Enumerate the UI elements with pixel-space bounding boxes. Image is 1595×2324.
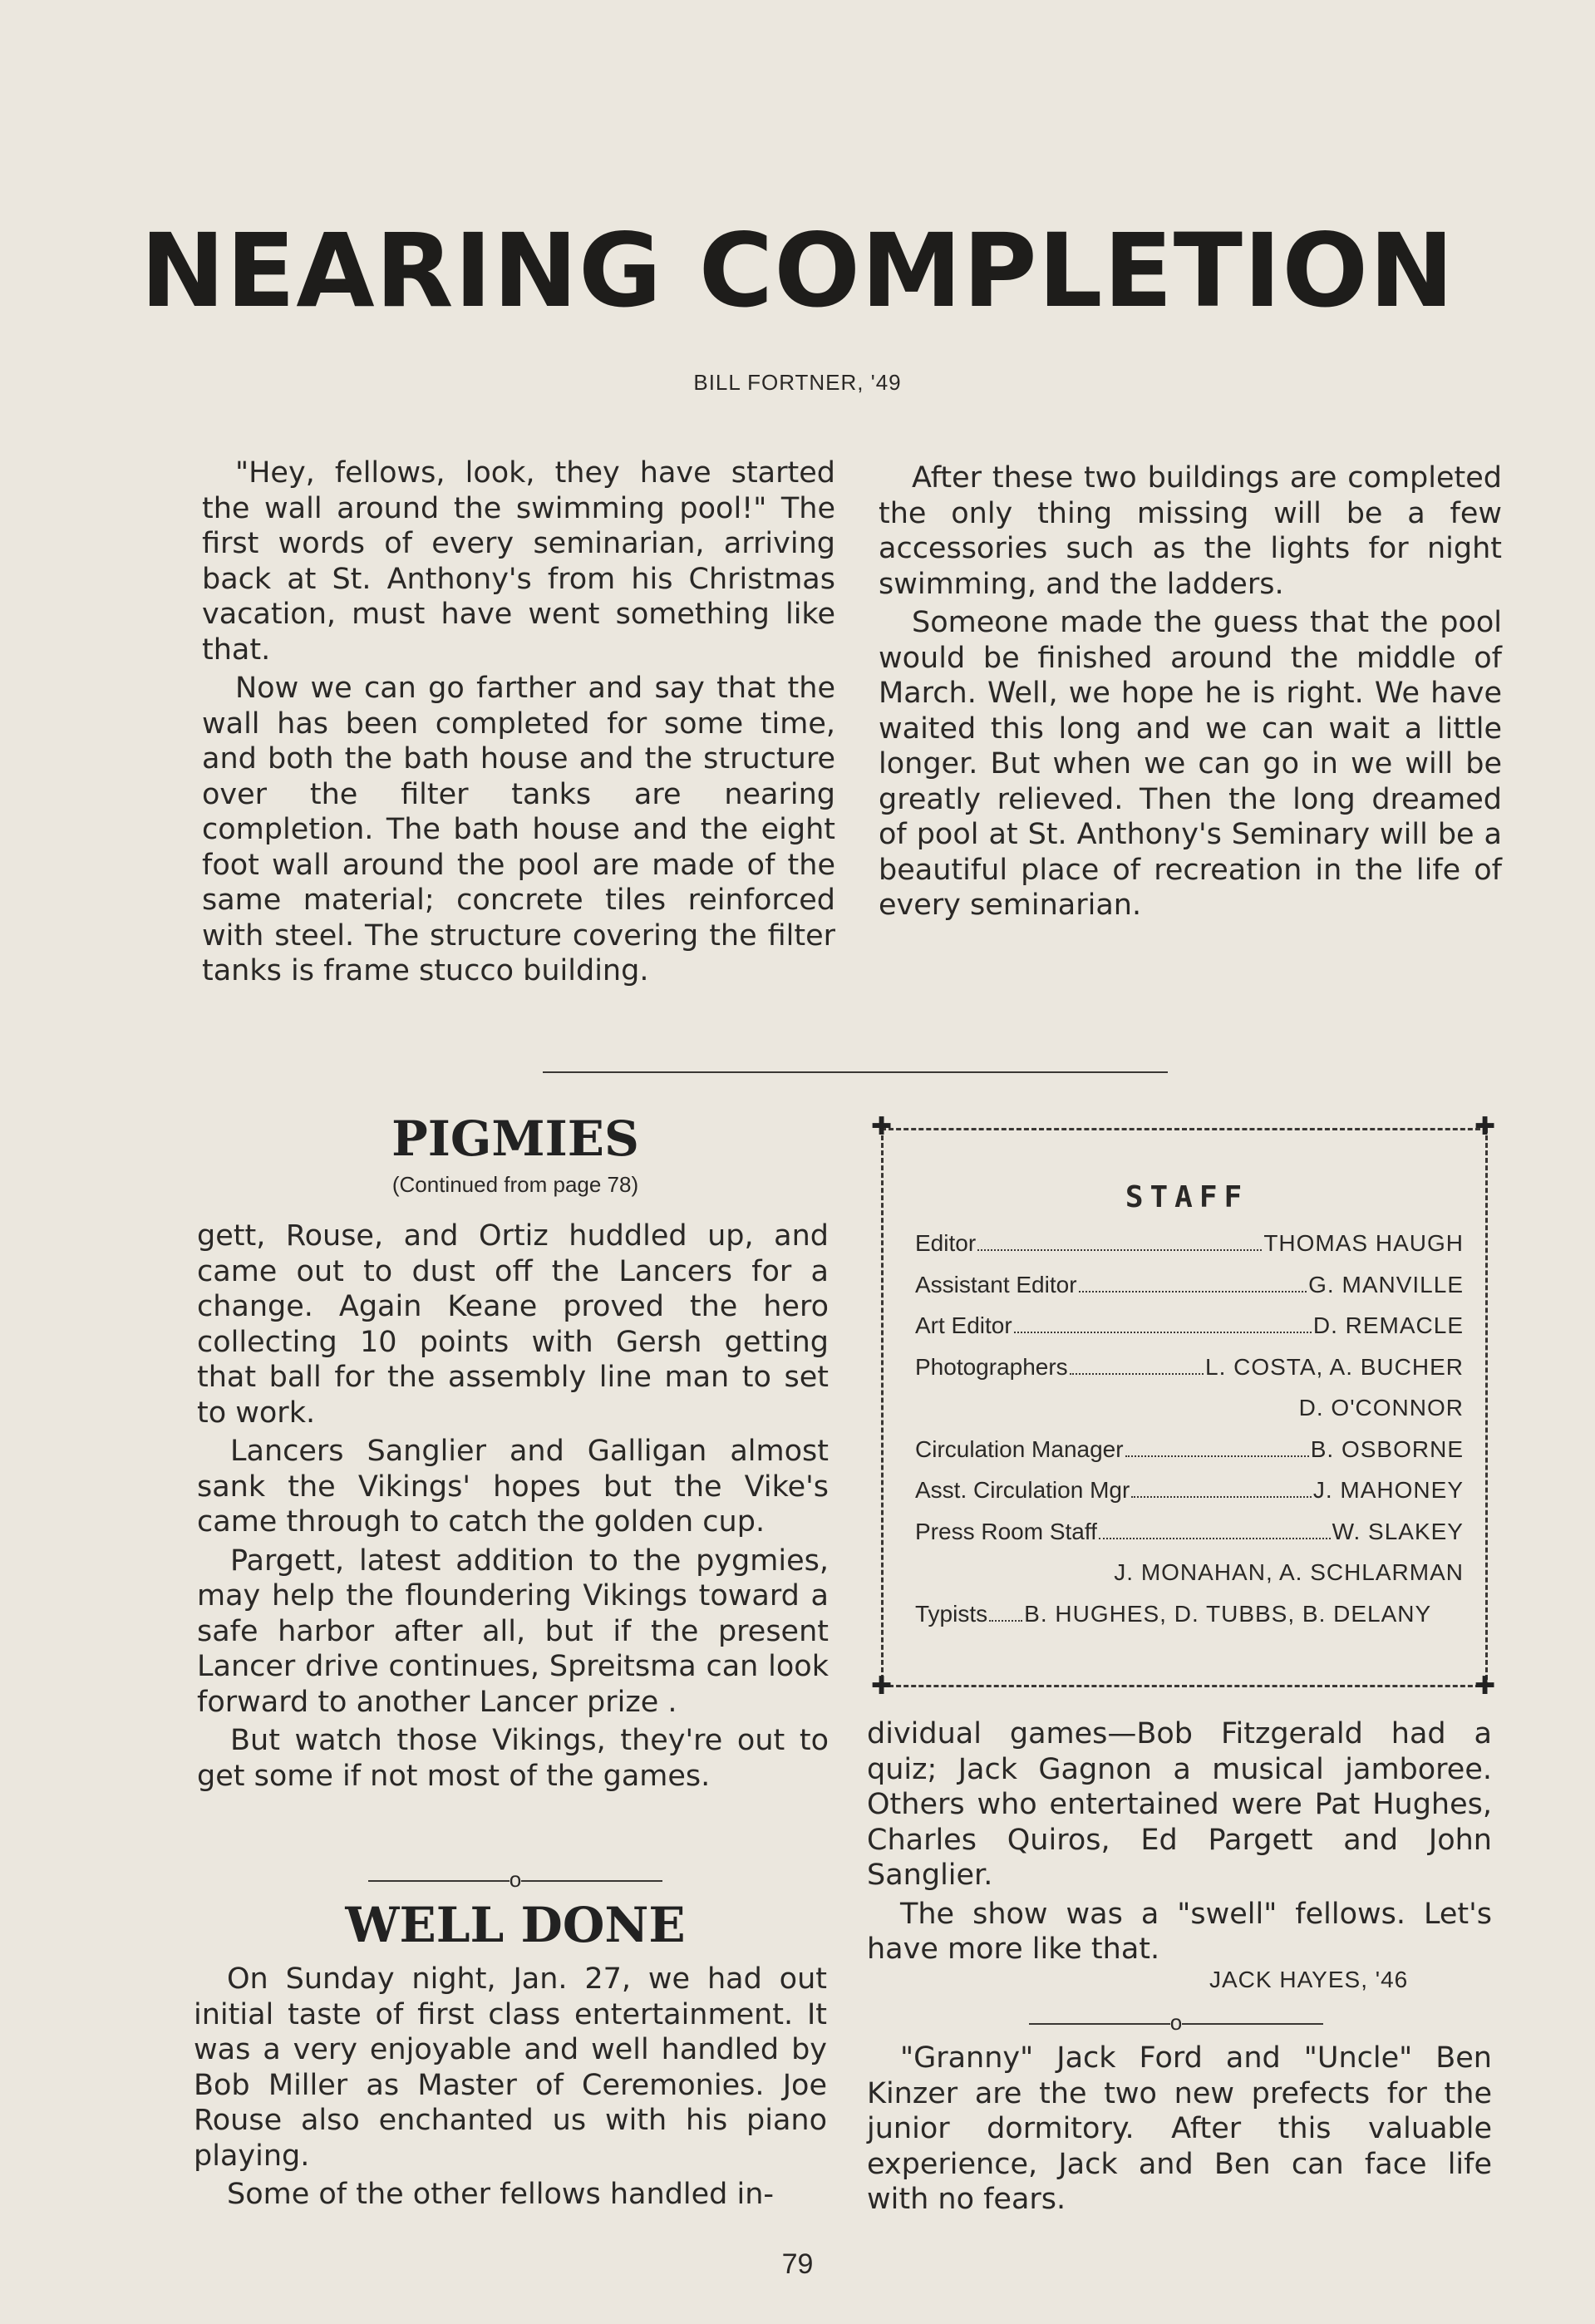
paragraph: But watch those Vikings, they're out to get some if not most of the games. bbox=[197, 1724, 829, 1793]
author-signature: JACK HAYES, '46 bbox=[1209, 1967, 1409, 1992]
paragraph: Someone made the guess that the pool would be finished around the middle of March. Well, we hope he is right. We have waited this long and we can wait a little longer. But when we can go in we will be greatly relieved. Then the long dreamed of pool at St. Anthony's Seminary will be a beautiful place of recreation in the life of every seminarian. bbox=[879, 606, 1502, 922]
paragraph: "Granny" Jack Ford and "Uncle" Ben Kinzer are the two new prefects for the junior dormitory. After this valuable experience, Jack and Ben can face life with no fears. bbox=[867, 2041, 1492, 2216]
cross-ornament-icon: ✚ bbox=[1474, 1113, 1496, 1140]
staff-list bbox=[915, 1230, 1464, 1642]
paragraph: The show was a "swell" fellows. Let's have more like that. bbox=[867, 1897, 1492, 1966]
staff-row: Circulation Manager B. OSBORNE bbox=[915, 1435, 1464, 1462]
pigmies-heading: PIGMIES bbox=[391, 1110, 639, 1167]
well-done-column bbox=[194, 1962, 827, 2213]
staff-row: D. O'CONNOR bbox=[1298, 1395, 1464, 1420]
paragraph: Lancers Sanglier and Galligan almost sank the Vikings' hopes but the Vike's came through to catch the golden cup. bbox=[197, 1435, 829, 1539]
staff-row: J. MONAHAN, A. SCHLARMAN bbox=[1114, 1559, 1464, 1585]
staff-title: STAFF bbox=[1125, 1180, 1249, 1214]
paragraph: gett, Rouse, and Ortiz huddled up, and came out to dust off the Lancers for a change. Again Keane proved the hero collecting 10 points with Gersh getting that ball for the assembly line man to set to work. bbox=[197, 1219, 829, 1430]
paragraph: On Sunday night, Jan. 27, we had out initial taste of first class entertainment. It was a very enjoyable and well handled by Bob Miller as Master of Ceremonies. Joe Rouse also enchanted us with his piano playing. bbox=[194, 1962, 827, 2173]
cross-ornament-icon: ✚ bbox=[1474, 1672, 1496, 1700]
staff-row: Photographers L. COSTA, A. BUCHER bbox=[915, 1353, 1464, 1380]
cross-ornament-icon: ✚ bbox=[871, 1113, 893, 1140]
staff-row: Editor THOMAS HAUGH bbox=[915, 1230, 1464, 1256]
pigmies-column bbox=[197, 1219, 829, 1794]
cross-ornament-icon: ✚ bbox=[871, 1672, 893, 1700]
paragraph: Some of the other fellows handled in- bbox=[227, 2178, 775, 2211]
staff-row: Art Editor D. REMACLE bbox=[915, 1312, 1464, 1338]
paragraph: Now we can go farther and say that the wall has been completed for some time, and both the bath house and the structure over the filter tanks are nearing completion. The bath house and the eight foot wall around the pool are made of the same material; concrete tiles reinforced with steel. The structure covering the filter tanks is frame stucco building. bbox=[202, 672, 835, 987]
staff-box bbox=[881, 1128, 1488, 1687]
article-left-column bbox=[202, 455, 835, 989]
staff-row: Typists B. HUGHES, D. TUBBS, B. DELANY bbox=[915, 1600, 1432, 1627]
well-done-heading: WELL DONE bbox=[345, 1897, 686, 1953]
paragraph: After these two buildings are completed the only thing missing will be a few accessories such as the lights for night swimming, and the ladders. bbox=[879, 461, 1502, 601]
staff-row: Assistant Editor G. MANVILLE bbox=[915, 1271, 1464, 1297]
page-number: 79 bbox=[781, 2248, 814, 2280]
staff-row: Asst. Circulation Mgr J. MAHONEY bbox=[915, 1477, 1464, 1503]
staff-row: Press Room Staff W. SLAKEY bbox=[915, 1518, 1464, 1544]
prefects-column bbox=[867, 2041, 1492, 2218]
article-title: NEARING COMPLETION bbox=[140, 212, 1455, 330]
paragraph: "Hey, fellows, look, they have started the wall around the swimming pool!" The first words of every seminarian, arriving back at St. Anthony's from his Christmas vacation, must have went something like that. bbox=[202, 456, 835, 667]
paragraph: dividual games—Bob Fitzgerald had a quiz; Jack Gagnon a musical jamboree. Others who entertained were Pat Hughes, Charles Quiros, Ed Pargett and John Sanglier. bbox=[867, 1717, 1492, 1892]
paragraph: Pargett, latest addition to the pygmies, may help the floundering Vikings toward a safe harbor after all, but if the present Lancer drive continues, Spreitsma can look forward to another Lancer prize . bbox=[197, 1544, 829, 1719]
continued-note: (Continued from page 78) bbox=[391, 1172, 639, 1197]
well-done-continued-column bbox=[867, 1716, 1492, 1967]
separator: o bbox=[199, 1869, 831, 1890]
section-divider bbox=[543, 1071, 1168, 1073]
article-byline: BILL FORTNER, '49 bbox=[693, 370, 902, 395]
article-right-column bbox=[879, 460, 1502, 923]
separator: o bbox=[960, 2011, 1392, 2033]
